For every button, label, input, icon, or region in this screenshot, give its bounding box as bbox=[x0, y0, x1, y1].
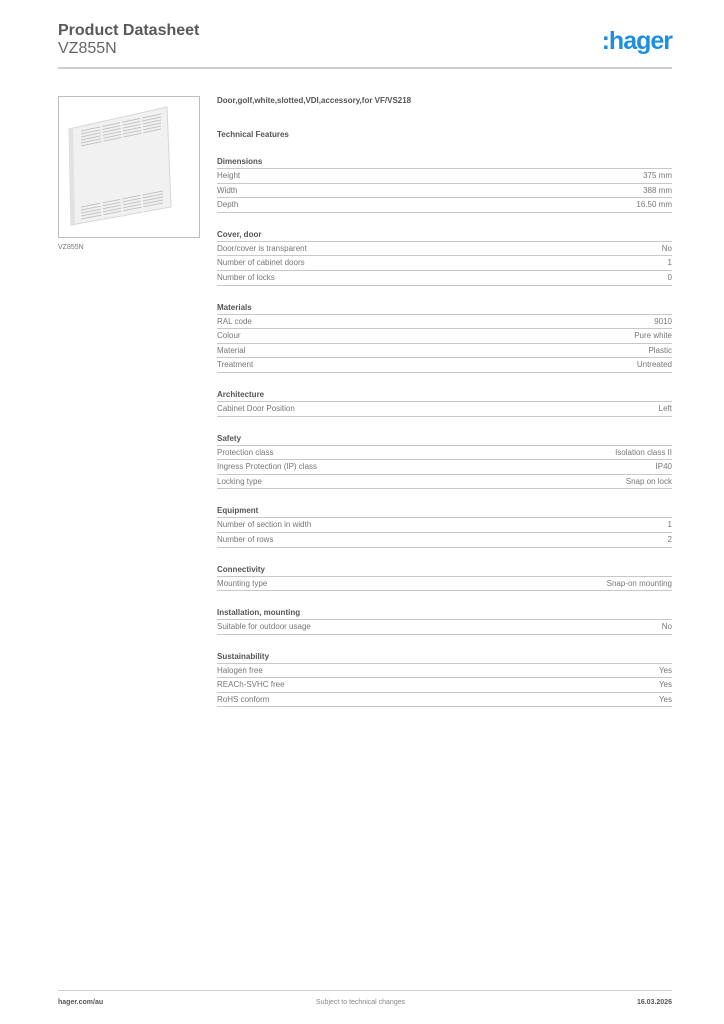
feature-label: Protection class bbox=[217, 447, 274, 457]
feature-row bbox=[217, 693, 672, 708]
feature-row bbox=[217, 402, 672, 417]
feature-label: Cabinet Door Position bbox=[217, 403, 295, 413]
feature-value: 1 bbox=[667, 258, 672, 268]
feature-label: Halogen free bbox=[217, 665, 263, 675]
section-title: Materials bbox=[217, 302, 672, 315]
feature-value: IP40 bbox=[655, 462, 672, 472]
feature-value: Pure white bbox=[634, 331, 672, 341]
feature-label: Depth bbox=[217, 200, 239, 210]
footer-notice: Subject to technical changes bbox=[316, 999, 406, 1006]
feature-section bbox=[217, 156, 672, 213]
product-code: VZ855N bbox=[58, 40, 117, 57]
feature-row bbox=[217, 184, 672, 199]
feature-row bbox=[217, 620, 672, 635]
feature-row bbox=[217, 329, 672, 344]
feature-row bbox=[217, 518, 672, 533]
feature-section bbox=[217, 651, 672, 708]
feature-value: Yes bbox=[658, 694, 672, 704]
feature-section bbox=[217, 302, 672, 373]
page-header bbox=[58, 21, 199, 58]
feature-value: Yes bbox=[658, 665, 672, 675]
feature-label: Number of rows bbox=[217, 534, 274, 544]
feature-row bbox=[217, 344, 672, 359]
feature-label: Mounting type bbox=[217, 578, 268, 588]
feature-label: REACh-SVHC free bbox=[217, 680, 285, 690]
door-panel-icon bbox=[59, 97, 199, 237]
feature-value: Snap-on mounting bbox=[606, 578, 672, 588]
feature-label: Height bbox=[217, 171, 241, 180]
feature-row bbox=[217, 169, 672, 184]
feature-row bbox=[217, 256, 672, 271]
page-title: Product Datasheet bbox=[58, 22, 200, 39]
feature-value: Isolation class II bbox=[615, 447, 672, 457]
header-divider bbox=[58, 67, 672, 69]
feature-value: 2 bbox=[667, 534, 672, 544]
feature-value: Left bbox=[658, 403, 672, 413]
feature-value: Yes bbox=[658, 680, 672, 690]
section-title: Equipment bbox=[217, 505, 672, 518]
section-title: Connectivity bbox=[217, 564, 672, 577]
footer-website-link[interactable]: hager.com/au bbox=[58, 999, 104, 1006]
section-title: Sustainability bbox=[217, 651, 672, 664]
feature-sections bbox=[217, 156, 672, 707]
section-title: Dimensions bbox=[217, 156, 672, 169]
feature-section bbox=[217, 505, 672, 547]
feature-label: Suitable for outdoor usage bbox=[217, 622, 311, 632]
feature-section bbox=[217, 389, 672, 417]
product-description: Door,golf,white,slotted,VDI,accessory,for VF/VS218 bbox=[217, 96, 412, 105]
feature-value: 0 bbox=[667, 272, 672, 282]
feature-value: 1 bbox=[667, 520, 672, 530]
section-title: Safety bbox=[217, 433, 672, 446]
footer-divider bbox=[58, 990, 672, 991]
feature-label: Treatment bbox=[217, 360, 254, 370]
feature-row bbox=[217, 533, 672, 548]
image-caption: VZ855N bbox=[58, 244, 84, 251]
feature-label: Width bbox=[217, 185, 238, 195]
feature-label: Number of section in width bbox=[217, 520, 312, 530]
feature-section bbox=[217, 607, 672, 635]
feature-value: 9010 bbox=[654, 316, 672, 326]
feature-section bbox=[217, 433, 672, 490]
product-image bbox=[58, 96, 200, 238]
feature-label: RoHS conform bbox=[217, 694, 270, 704]
feature-row bbox=[217, 460, 672, 475]
feature-row bbox=[217, 242, 672, 257]
feature-row bbox=[217, 446, 672, 461]
feature-value: 388 mm bbox=[643, 185, 672, 195]
feature-value: 16.50 mm bbox=[636, 200, 672, 210]
feature-value: No bbox=[661, 243, 672, 253]
feature-value: No bbox=[661, 622, 672, 632]
feature-label: Ingress Protection (IP) class bbox=[217, 462, 318, 472]
feature-row bbox=[217, 678, 672, 693]
feature-label: Colour bbox=[217, 331, 241, 341]
feature-section bbox=[217, 564, 672, 592]
technical-features-heading: Technical Features bbox=[217, 130, 289, 139]
feature-row bbox=[217, 198, 672, 213]
feature-value: Plastic bbox=[648, 345, 672, 355]
feature-label: Locking type bbox=[217, 476, 262, 486]
feature-value: Untreated bbox=[636, 360, 672, 370]
feature-label: Number of locks bbox=[217, 272, 275, 282]
feature-row bbox=[217, 271, 672, 286]
section-title: Architecture bbox=[217, 389, 672, 402]
feature-value: 375 mm bbox=[643, 171, 672, 180]
feature-row bbox=[217, 577, 672, 592]
feature-row bbox=[217, 664, 672, 679]
feature-value: Snap on lock bbox=[625, 476, 672, 486]
feature-row bbox=[217, 358, 672, 373]
datasheet-content bbox=[217, 96, 672, 707]
section-title: Cover, door bbox=[217, 229, 672, 242]
feature-label: Door/cover is transparent bbox=[217, 243, 307, 253]
hager-logo: :hager bbox=[601, 27, 672, 55]
feature-label: Number of cabinet doors bbox=[217, 258, 305, 268]
footer-date: 16.03.2026 bbox=[636, 999, 672, 1006]
feature-row bbox=[217, 315, 672, 330]
feature-section bbox=[217, 229, 672, 286]
feature-label: RAL code bbox=[217, 316, 252, 326]
feature-label: Material bbox=[217, 345, 246, 355]
section-title: Installation, mounting bbox=[217, 607, 672, 620]
feature-row bbox=[217, 475, 672, 490]
